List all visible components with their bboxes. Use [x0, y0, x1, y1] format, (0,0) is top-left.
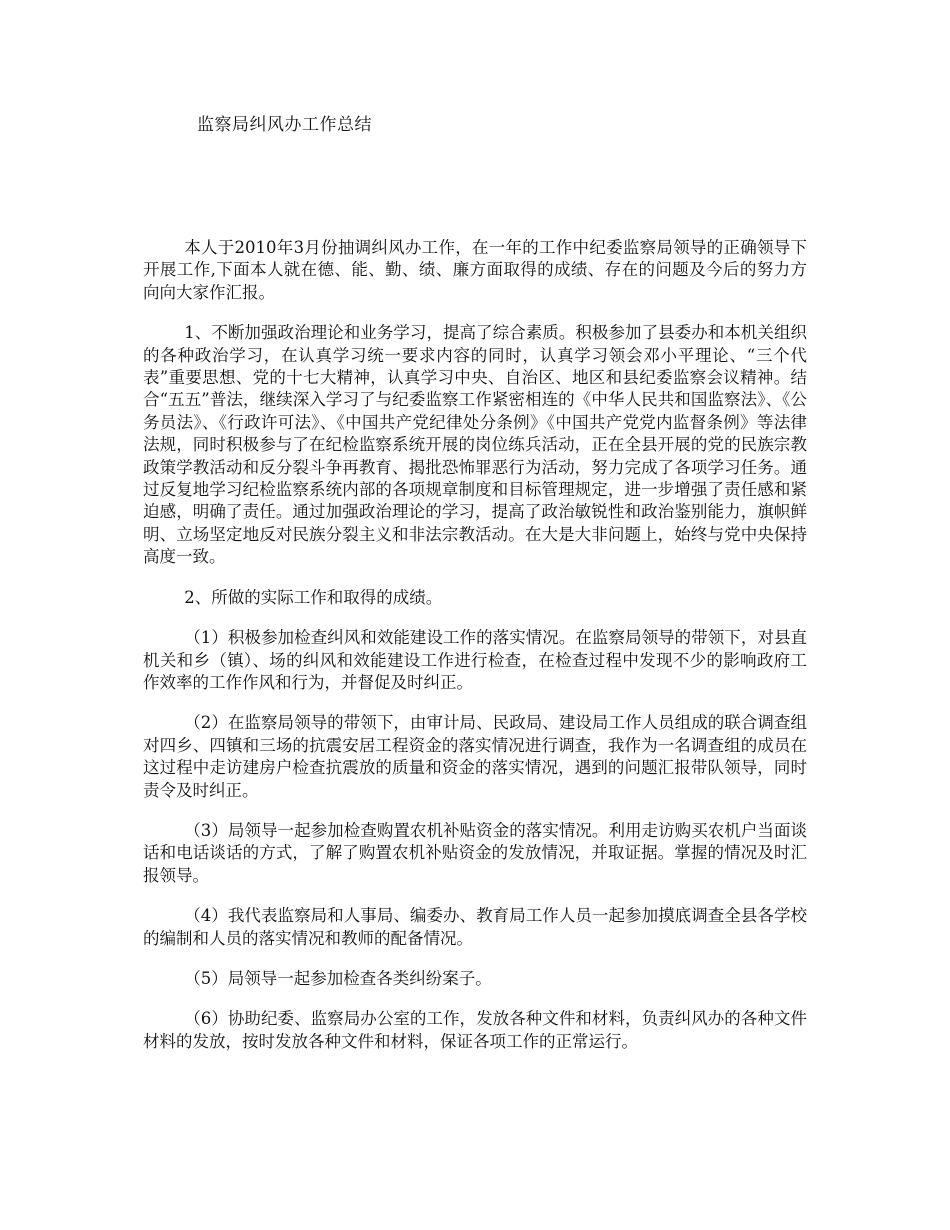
paragraph-item-6: （6）协助纪委、监察局办公室的工作，发放各种文件和材料，负责纠风办的各种文件材料的发放，按时发放各种文件和材料，保证各项工作的正常运行。 [143, 1009, 807, 1051]
paragraph-item-5: （5）局领导一起参加检查各类纠纷案子。 [184, 968, 492, 988]
paragraph-work-heading: 2、所做的实际工作和取得的成绩。 [184, 587, 443, 607]
paragraph-item-1: （1）积极参加检查纠风和效能建设工作的落实情况。在监察局领导的带领下，对县直机关和乡（镇）、场的纠风和效能建设工作进行检查，在检查过程中发现不少的影响政府工作效率的工作作风和行为，并督促及时纠正。 [143, 628, 807, 692]
document-title: 监察局纠风办工作总结 [197, 115, 372, 135]
document-body [143, 237, 807, 1071]
paragraph-item-4: （4）我代表监察局和人事局、编委办、教育局工作人员一起参加摸底调查全县各学校的编制和人员的落实情况和教师的配备情况。 [143, 906, 807, 948]
paragraph-study: 1、不断加强政治理论和业务学习，提高了综合素质。积极参加了县委办和本机关组织的各种政治学习，在认真学习统一要求内容的同时，认真学习领会邓小平理论、“三个代表”重要思想、党的十七大精神，认真学习中央、自治区、地区和县纪委监察会议精神。结合“五五”普法，继续深入学习了与纪委监察工作紧密相连的《中华人民共和国监察法》、《公务员法》、《行政许可法》、《中国共产党纪律处分条例》《中国共产党党内监督条例》等法律法规，同时积极参与了在纪检监察系统开展的岗位练兵活动，正在全县开展的党的民族宗教政策学教活动和反分裂斗争再教育、揭批恐怖罪恶行为活动，努力完成了各项学习任务。通过反复地学习纪检监察系统内部的各项规章制度和目标管理规定，进一步增强了责任感和紧迫感，明确了责任。通过加强政治理论的学习，提高了政治敏锐性和政治鉴别能力，旗帜鲜明、立场坚定地反对民族分裂主义和非法宗教活动。在大是大非问题上，始终与党中央保持高度一致。 [143, 323, 807, 567]
paragraph-item-2: （2）在监察局领导的带领下，由审计局、民政局、建设局工作人员组成的联合调查组对四乡、四镇和三场的抗震安居工程资金的落实情况进行调查，我作为一名调查组的成员在这过程中走访建房户检查抗震放的质量和资金的落实情况，遇到的问题汇报带队领导，同时责令及时纠正。 [143, 713, 807, 800]
paragraph-intro: 本人于2010年3月份抽调纠风办工作，在一年的工作中纪委监察局领导的正确领导下开展工作,下面本人就在德、能、勤、绩、廉方面取得的成绩、存在的问题及今后的努力方向向大家作汇报。 [143, 238, 807, 302]
paragraph-item-3: （3）局领导一起参加检查购置农机补贴资金的落实情况。利用走访购买农机户当面谈话和电话谈话的方式，了解了购置农机补贴资金的发放情况，并取证据。掌握的情况及时汇报领导。 [143, 820, 807, 885]
